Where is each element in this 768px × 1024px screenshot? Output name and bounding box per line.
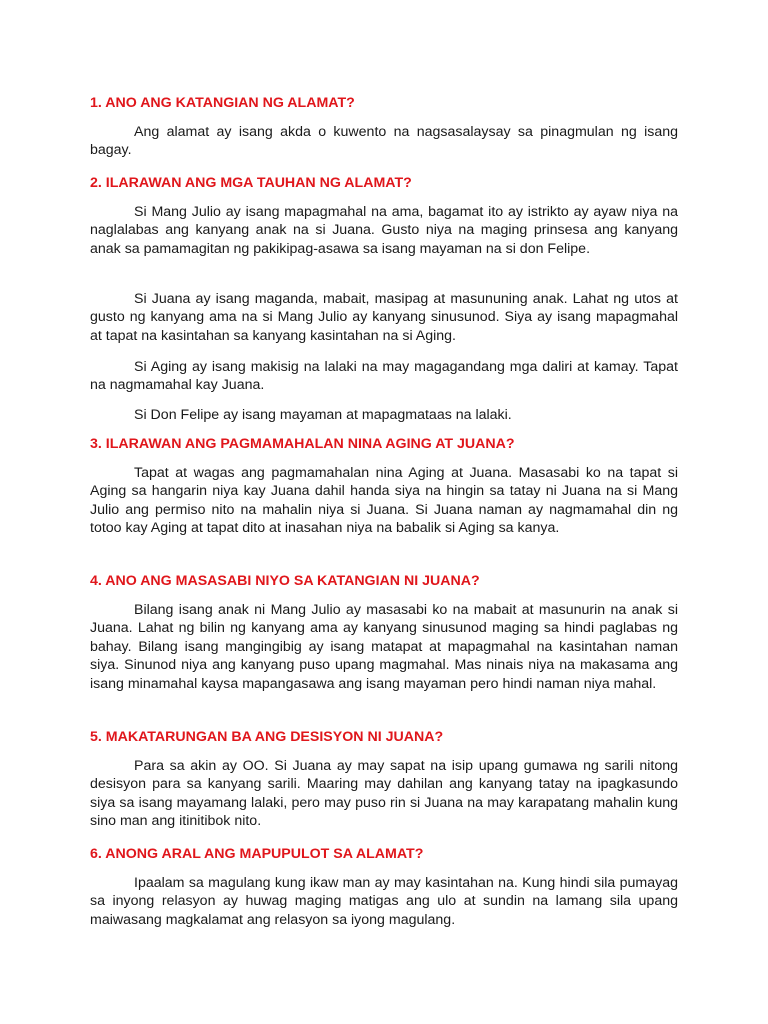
question-heading: 3. ILARAWAN ANG PAGMAMAHALAN NINA AGING AT JUANA?	[90, 436, 515, 452]
answer-paragraph: Si Don Felipe ay isang mayaman at mapagmataas na lalaki.	[134, 407, 512, 423]
answer-paragraph: Si Juana ay isang maganda, mabait, masipag at masununing anak. Lahat ng utos at gusto ng kanyang ama na si Mang Julio ay kanyang sinusunod. Siya ay isang mapagmahal at tapat na kasintahan sa kanyang kasintahan na si Aging.	[90, 291, 678, 344]
answer-paragraph: Ipaalam sa magulang kung ikaw man ay may kasintahan na. Kung hindi sila pumayag sa inyong relasyon ay huwag maging matigas ang ulo at sundin na lamang sila upang maiwasang magkalamat ang relasyon sa iyong magulang.	[90, 875, 678, 928]
question-heading: 1. ANO ANG KATANGIAN NG ALAMAT?	[90, 95, 355, 111]
question-heading: 6. ANONG ARAL ANG MAPUPULOT SA ALAMAT?	[90, 846, 424, 862]
answer-paragraph: Para sa akin ay OO. Si Juana ay may sapat na isip upang gumawa ng sarili nitong desisyon para sa kanyang sarili. Maaring may dahilan ang kanyang tatay na ipagkasundo siya sa isang mayamang lalaki, pero may puso rin si Juana na may karapatang mahalin kung sino man ang itinitibok nito.	[90, 758, 678, 830]
answer-paragraph: Tapat at wagas ang pagmamahalan nina Aging at Juana. Masasabi ko na tapat si Aging sa hangarin niya kay Juana dahil handa siya na hingin sa tatay ni Juana na si Mang Julio ang permiso nito na mahalin niya si Juana. Si Juana naman ay nagmamahal din ng totoo kay Aging at tapat dito at inasahan niya na babalik si Aging sa kanya.	[90, 465, 678, 537]
answer-paragraph: Si Mang Julio ay isang mapagmahal na ama, bagamat ito ay istrikto ay ayaw niya na naglalabas ang kanyang anak na si Juana. Gusto niya na maging prinsesa ang kanyang anak sa pamamagitan ng pakikipag-asawa sa isang mayaman na si don Felipe.	[90, 204, 678, 257]
answer-paragraph: Si Aging ay isang makisig na lalaki na may magagandang mga daliri at kamay. Tapat na nagmamahal kay Juana.	[90, 359, 678, 394]
answer-paragraph: Ang alamat ay isang akda o kuwento na nagsasalaysay sa pinagmulan ng isang bagay.	[90, 124, 678, 159]
question-heading: 2. ILARAWAN ANG MGA TAUHAN NG ALAMAT?	[90, 175, 412, 191]
question-heading: 5. MAKATARUNGAN BA ANG DESISYON NI JUANA?	[90, 729, 444, 745]
question-heading: 4. ANO ANG MASASABI NIYO SA KATANGIAN NI JUANA?	[90, 573, 480, 589]
answer-paragraph: Bilang isang anak ni Mang Julio ay masasabi ko na mabait at masunurin na anak si Juana. Lahat ng bilin ng kanyang ama ay kanyang sinusunod maging sa hindi paglabas ng bahay. Bilang isang mangingibig ay isang matapat at mapagmahal na kasintahan naman siya. Sinunod niya ang kanyang puso upang magmahal. Mas ninais niya na makasama ang isang minamahal kaysa mapangasawa ang isang mayaman pero hindi naman niya mahal.	[90, 602, 678, 692]
